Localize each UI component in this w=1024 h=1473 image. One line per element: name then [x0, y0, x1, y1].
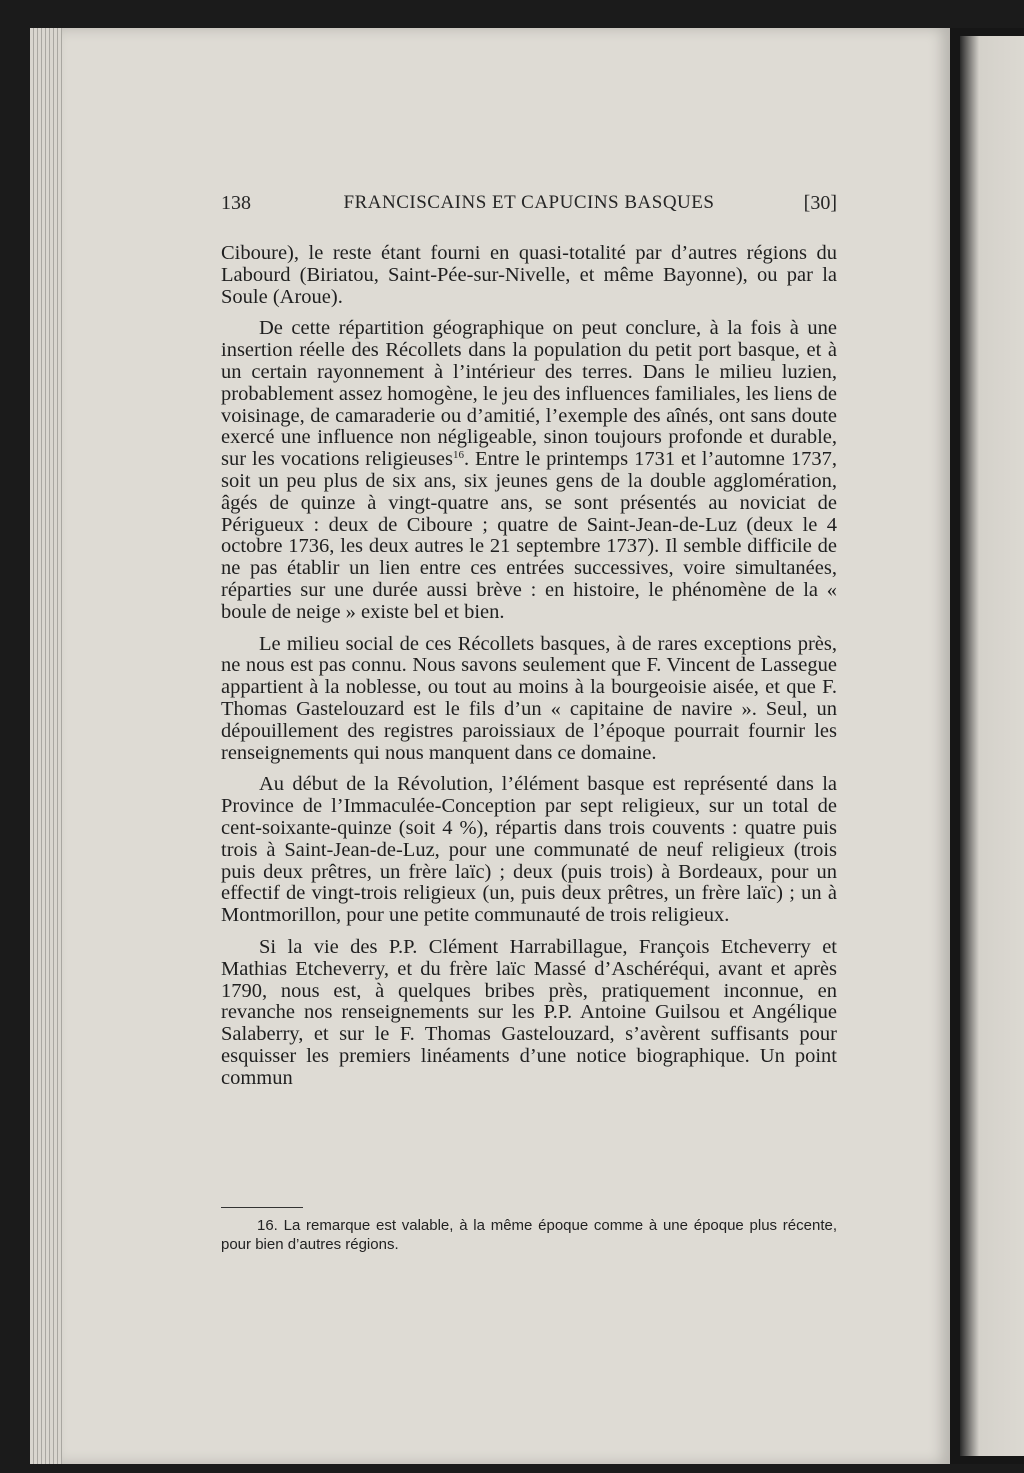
page-number: 138	[221, 192, 251, 214]
paragraph-3: Le milieu social de ces Récollets basques, à de rares exceptions près, ne nous est pas connu. Nous savons seulement que F. Vincent de Lassegue appartient à la noblesse, ou tout au moins à la bourgeoisie aisée, et que F. Thomas Gastelouzard est le fils d’un « capitaine de navire ». Seul, un dépouillement des registres paroissiaux de l’époque pourrait fournir les renseignements qui nous manquent dans ce domaine.	[221, 632, 837, 764]
paragraph-1: Ciboure), le reste étant fourni en quasi-totalité par d’autres régions du Labourd (Biriatou, Saint-Pée-sur-Nivelle, et même Bayonne), ou par la Soule (Aroue).	[221, 242, 837, 308]
page-edges	[30, 28, 66, 1464]
running-head	[221, 192, 837, 222]
paragraph-2-text-after-note: . Entre le printemps 1731 et l’automne 1737, soit un peu plus de six ans, six jeunes gens de la double agglomération, âgés de quinze à vingt-quatre ans, se sont présentés au noviciat de Périgueux : deux de Ciboure ; quatre de Saint-Jean-de-Luz (deux le 4 octobre 1736, les deux autres le 21 septembre 1737). Il semble difficile de ne pas établir un lien entre ces entrées successives, voire simultanées, réparties sur une durée aussi brève : en histoire, le phénomène de la « boule de neige » existe bel et bien.	[221, 448, 837, 623]
footnote-divider	[221, 1207, 303, 1208]
paragraph-2-text-before-note: De cette répartition géographique on peut conclure, à la fois à une insertion réelle des Récollets dans la population du petit port basque, et à un certain rayonnement à l’intérieur des terres. Dans le milieu luzien, probablement assez homogène, le jeu des influences familiales, les liens de voisinage, de camaraderie ou d’amitié, l’exemple des aînés, ont sans doute exercé une influence non négligeable, sinon toujours profonde et durable, sur les vocations religieuses	[221, 317, 837, 471]
paragraph-2	[221, 318, 837, 623]
footnote: 16. La remarque est valable, à la même époque comme à une époque plus récente, pour bien d’autres régions.	[221, 1217, 837, 1253]
body-text	[221, 243, 837, 1099]
section-number: [30]	[803, 192, 837, 214]
next-page-edge	[960, 36, 1024, 1456]
running-head-title: FRANCISCAINS ET CAPUCINS BASQUES	[343, 192, 715, 213]
paragraph-5: Si la vie des P.P. Clément Harrabillague, François Etcheverry et Mathias Etcheverry, et du frère laïc Massé d’Aschéréqui, avant et après 1790, nous est, à quelques bribes près, pratiquement inconnue, en revanche nos renseignements sur les P.P. Antoine Guilsou et Angélique Salaberry, et sur le F. Thomas Gastelouzard, s’avèrent suffisants pour esquisser les premiers linéaments d’une notice biographique. Un point commun	[221, 935, 837, 1089]
footnote-reference: 16	[452, 449, 464, 462]
paragraph-4: Au début de la Révolution, l’élément basque est représenté dans la Province de l’Immaculée-Conception par sept religieux, sur un total de cent-soixante-quinze (soit 4 %), répartis dans trois couvents : quatre puis trois à Saint-Jean-de-Luz, pour une communaté de neuf religieux (trois puis deux prêtres, un frère laïc) ; deux (puis trois) à Bordeaux, pour un effectif de vingt-trois religieux (un, puis deux prêtres, un frère laïc) ; un à Montmorillon, pour une petite communauté de trois religieux.	[221, 773, 837, 927]
